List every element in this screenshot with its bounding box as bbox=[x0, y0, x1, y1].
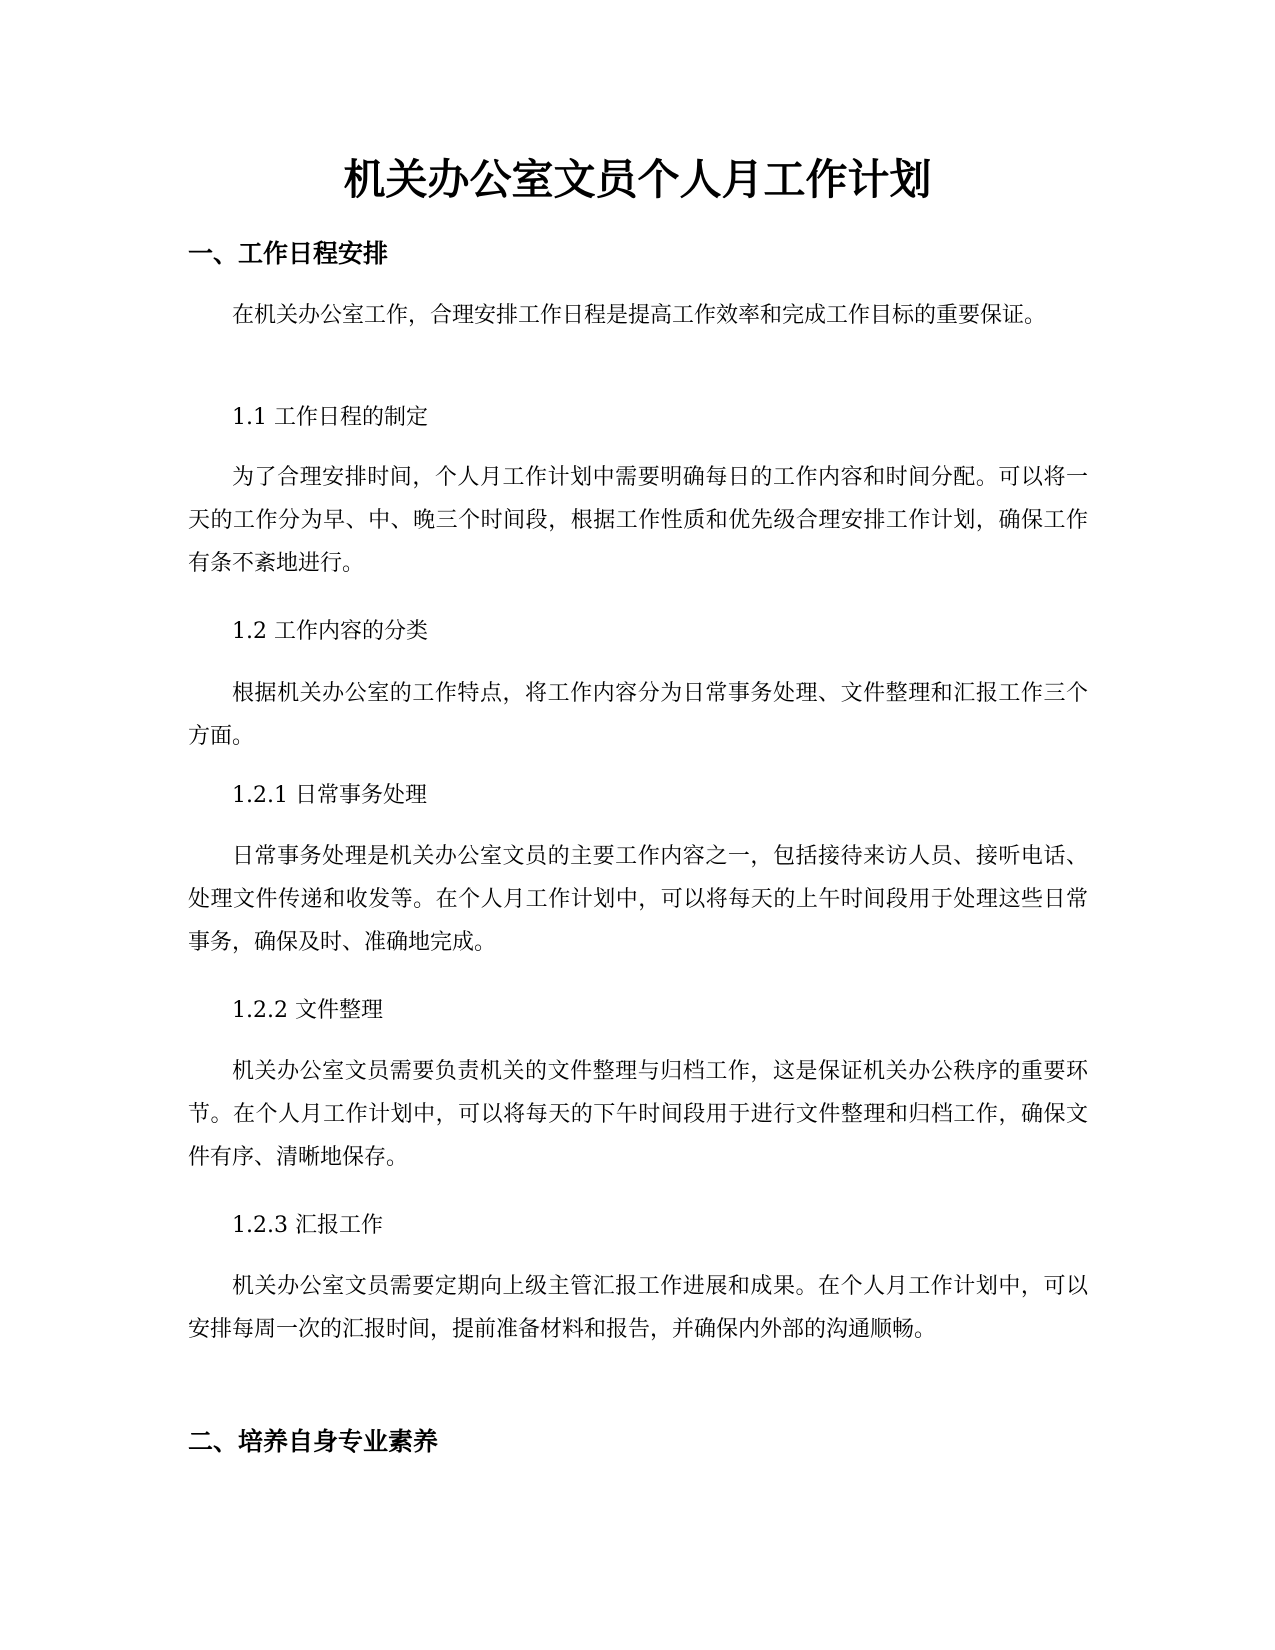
section-heading-professional: 二、培养自身专业素养 bbox=[188, 1427, 439, 1456]
subheading-1-2-3: 1.2.3 汇报工作 bbox=[232, 1213, 383, 1238]
paragraph-1-2-1: 日常事务处理是机关办公室文员的主要工作内容之一，包括接待来访人员、接听电话、处理文件传递和收发等。在个人月工作计划中，可以将每天的上午时间段用于处理这些日常事务，确保及时、准确地完成。 bbox=[188, 844, 1088, 955]
paragraph-1-2-2: 机关办公室文员需要负责机关的文件整理与归档工作，这是保证机关办公秩序的重要环节。在个人月工作计划中，可以将每天的下午时间段用于进行文件整理和归档工作，确保文件有序、清晰地保存。 bbox=[188, 1059, 1088, 1170]
paragraph-1-2-3: 机关办公室文员需要定期向上级主管汇报工作进展和成果。在个人月工作计划中，可以安排每周一次的汇报时间，提前准备材料和报告，并确保内外部的沟通顺畅。 bbox=[188, 1274, 1088, 1342]
paragraph-intro: 在机关办公室工作，合理安排工作日程是提高工作效率和完成工作目标的重要保证。 bbox=[232, 303, 1047, 328]
paragraph-1-1: 为了合理安排时间，个人月工作计划中需要明确每日的工作内容和时间分配。可以将一天的工作分为早、中、晚三个时间段，根据工作性质和优先级合理安排工作计划，确保工作有条不紊地进行。 bbox=[188, 465, 1088, 576]
subheading-1-1: 1.1 工作日程的制定 bbox=[232, 405, 428, 430]
subheading-1-2: 1.2 工作内容的分类 bbox=[232, 619, 428, 644]
subheading-1-2-1: 1.2.1 日常事务处理 bbox=[232, 783, 427, 808]
paragraph-1-2: 根据机关办公室的工作特点，将工作内容分为日常事务处理、文件整理和汇报工作三个方面。 bbox=[188, 681, 1088, 749]
document-title: 机关办公室文员个人月工作计划 bbox=[343, 155, 932, 204]
section-heading-schedule: 一、工作日程安排 bbox=[188, 239, 389, 268]
subheading-1-2-2: 1.2.2 文件整理 bbox=[232, 998, 383, 1023]
